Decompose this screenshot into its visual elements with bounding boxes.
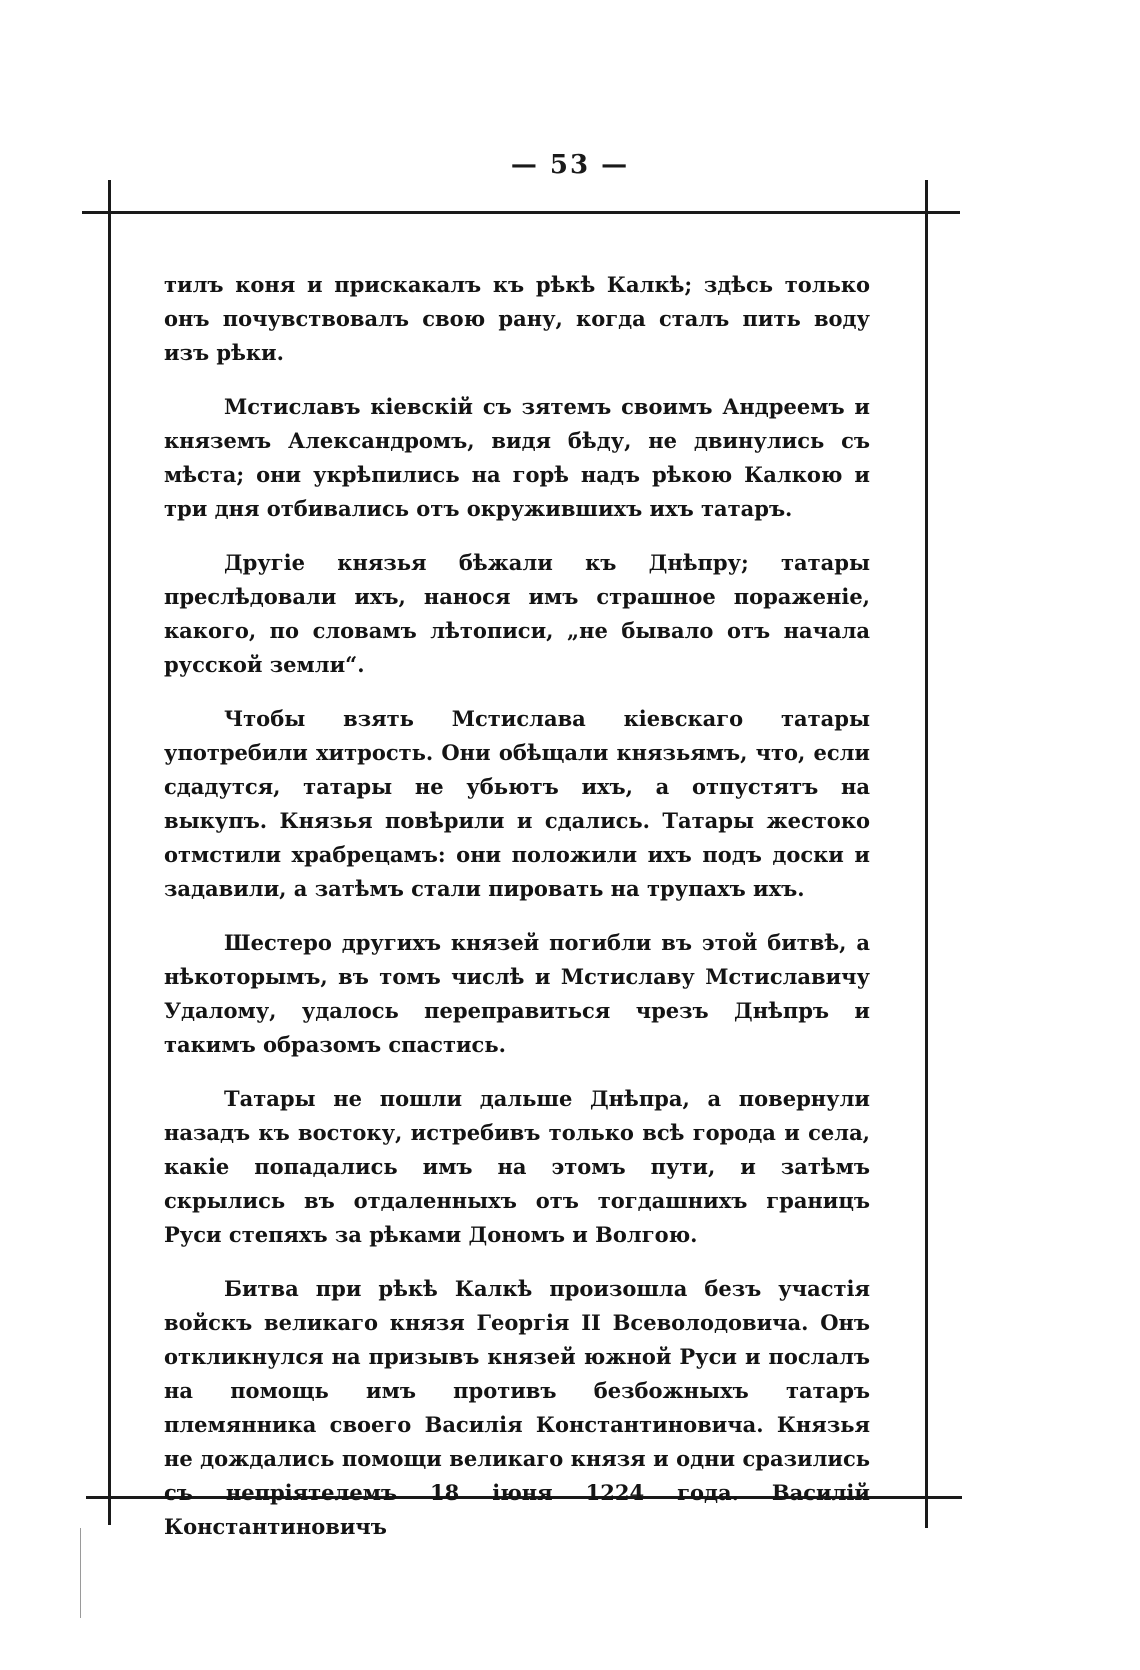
paragraph: Чтобы взять Мстислава кіевскаго татары употребили хитрость. Они обѣщали князьямъ, что, если сдадутся, татары не убьютъ ихъ, а отпустятъ на выкупъ. Князья повѣрили и сдались. Татары жестоко отмстили храбрецамъ: они положили ихъ подъ доски и задавили, а затѣмъ стали пировать на трупахъ ихъ. — [164, 706, 870, 901]
paragraph: Татары не пошли дальше Днѣпра, а повернули назадъ къ востоку, истребивъ только всѣ города и села, какіе попадались имъ на этомъ пути, и затѣмъ скрылись въ отдаленныхъ отъ тогдашнихъ границъ Руси степяхъ за рѣками Дономъ и Волгою. — [164, 1086, 870, 1247]
margin-mark — [80, 1528, 81, 1618]
paragraph: Другіе князья бѣжали къ Днѣпру; татары преслѣдовали ихъ, нанося имъ страшное пораженіе, какого, по словамъ лѣтописи, „не бывало отъ начала русской земли“. — [164, 550, 870, 677]
left-frame-rule — [108, 180, 111, 1525]
paragraph: Битва при рѣкѣ Калкѣ произошла безъ участія войскъ великаго князя Георгія II Всеволодовича. Онъ откликнулся на призывъ князей южной Руси и послалъ на помощь имъ противъ безбожныхъ татаръ племянника своего Василія Константиновича. Князья не дождались помощи великаго князя и одни сразились съ непріятелемъ 18 іюня 1224 года. Василій Константиновичъ — [164, 1276, 870, 1539]
body-text — [164, 268, 870, 1564]
right-frame-rule — [925, 180, 928, 1528]
page-number: — 53 — — [510, 150, 630, 180]
paragraph: тилъ коня и прискакалъ къ рѣкѣ Калкѣ; здѣсь только онъ почувствовалъ свою рану, когда сталъ пить воду изъ рѣки. — [164, 272, 870, 365]
paragraph: Мстиславъ кіевскій съ зятемъ своимъ Андреемъ и княземъ Александромъ, видя бѣду, не двинулись съ мѣста; они укрѣпились на горѣ надъ рѣкою Калкою и три дня отбивались отъ окружившихъ ихъ татаръ. — [164, 394, 870, 521]
top-frame-rule — [82, 211, 960, 214]
paragraph: Шестеро другихъ князей погибли въ этой битвѣ, а нѣкоторымъ, въ томъ числѣ и Мстиславу Мстиславичу Удалому, удалось переправиться чрезъ Днѣпръ и такимъ образомъ спастись. — [164, 930, 870, 1057]
